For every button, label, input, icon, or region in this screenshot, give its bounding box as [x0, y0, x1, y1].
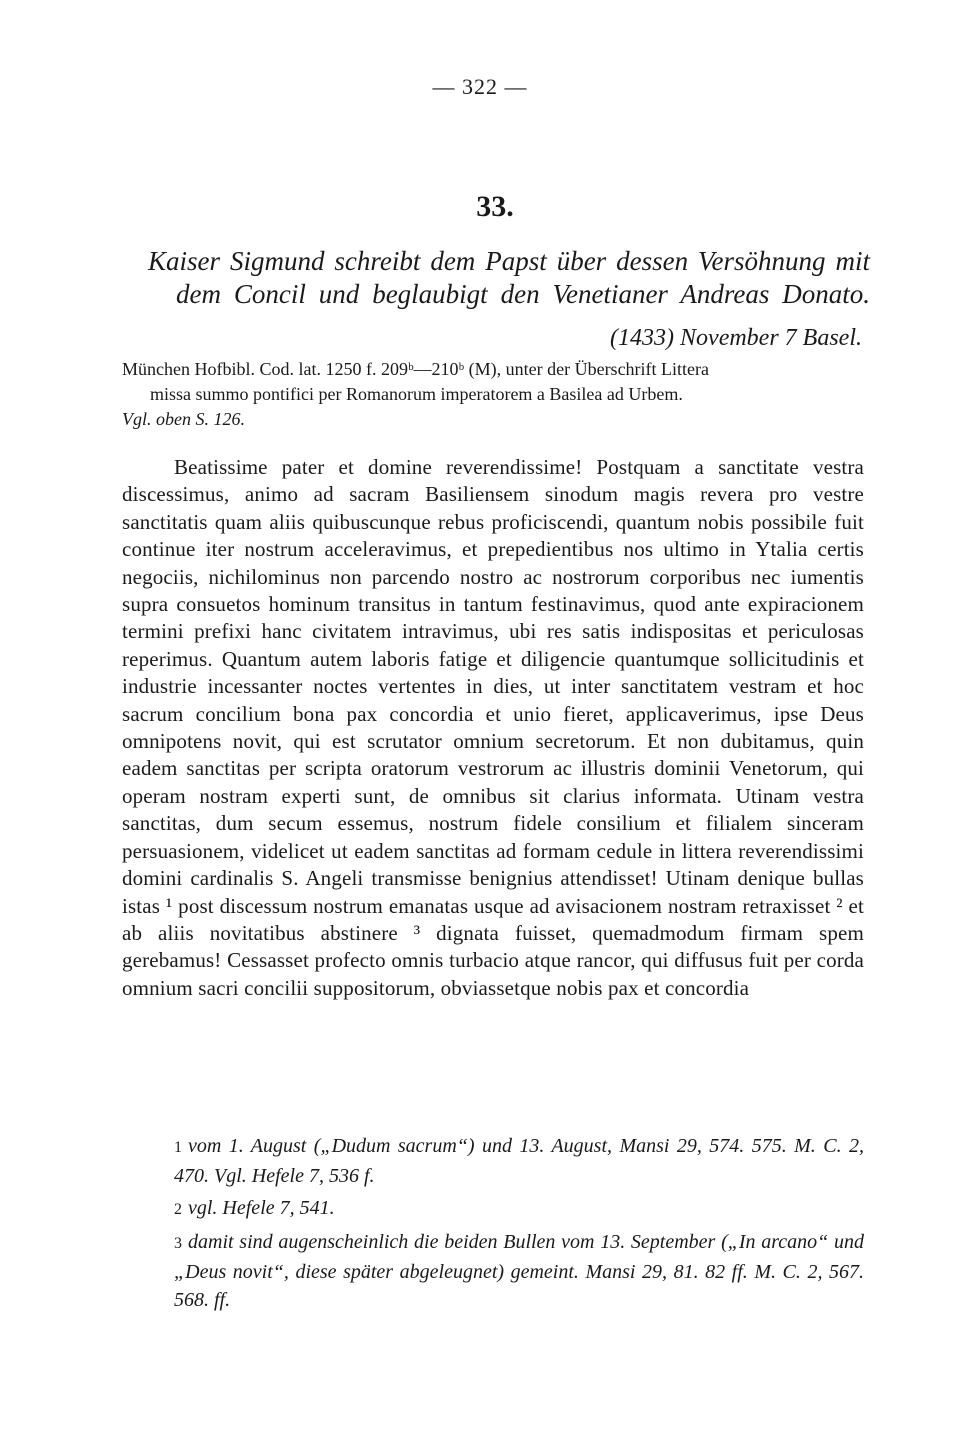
source-line-1: München Hofbibl. Cod. lat. 1250 f. 209ᵇ—210ᵇ (M), unter der Überschrift Littera — [122, 359, 710, 379]
footnote-text: vgl. Hefele 7, 541. — [188, 1197, 335, 1219]
source-line-3: Vgl. oben S. 126. — [122, 409, 245, 429]
footnote-3 — [122, 1228, 864, 1314]
footnote-text: damit sind augenscheinlich die beiden Bullen vom 13. September („In arcano“ und „Deus novit“, diese später abgeleugnet) gemeint. Mansi 29, 81. 82 ff. M. C. 2, 567. 568. ff. — [174, 1231, 864, 1311]
letter-body — [122, 454, 864, 1002]
footnotes — [122, 1132, 864, 1318]
footnote-text: vom 1. August („Dudum sacrum“) und 13. August, Mansi 29, 574. 575. M. C. 2, 470. Vgl. Hefele 7, 536 f. — [174, 1135, 864, 1187]
footnote-number: 3 — [174, 1235, 182, 1252]
page-number: — 322 — — [432, 74, 528, 99]
document-number: 33. — [476, 190, 514, 223]
footnote-number: 2 — [174, 1201, 182, 1218]
footnote-1 — [122, 1132, 864, 1190]
footnote-number: 1 — [174, 1139, 182, 1156]
source-note — [122, 357, 862, 432]
document-headline — [148, 245, 870, 311]
body-paragraph: Beatissime pater et domine reverendissime! Postquam a sanctitate vestra discessimus, animo ad sacram Basiliensem sinodum magis revera pro vestre sanctitatis quam aliis quibuscunque rebus proficiscendi, quantum nobis possibile fuit continue iter nostrum acceleravimus, et prepedientibus nos ultimo in Ytalia certis negociis, nichilominus non parcendo nostro ac nostrorum corporibus nec iumentis supra consuetos hominum transitus in tantum festinavimus, quod ante expiracionem termini prefixi hanc civitatem intravimus, ubi res satis indispositas et periculosas reperimus. Quantum autem laboris fatige et diligencie quantumque sollicitudinis et industrie incessanter noctes vertentes in dies, ut inter sanctitatem vestram et hoc sacrum concilium bona pax concordia et unio fieret, applicaverimus, ipse Deus omnipotens novit, qui est scrutator omnium secretorum. Et non dubitamus, quin eadem sanctitas per scripta oratorum vestrorum ac illustris dominii Venetorum, qui operam nostram experti sunt, de omnibus sit clarius informata. Utinam vestra sanctitas, dum secum essemus, nostrum fidele consilium et filialem sinceram persuasionem, videlicet ut eadem sanctitas ad formam cedule in littera reverendissimi domini cardinalis S. Angeli transmisse benignius attendisset! Utinam denique bullas istas ¹ post discessum nostrum emanatas usque ad avisacionem nostram retraxisset ² et ab aliis novitatibus abstinere ³ dignata fuisset, quemadmodum firmam spem gerebamus! Cessasset profecto omnis turbacio atque rancor, qui diffusus fuit per corda omnium sacri concilii suppositorum, obviassetque nobis pax et concordia — [122, 455, 864, 1000]
headline-line-2: dem Concil und beglaubigt den Venetianer Andreas Donato. — [176, 279, 870, 309]
document-date: (1433) November 7 Basel. — [610, 325, 862, 351]
source-line-2: missa summo pontifici per Romanorum imperatorem a Basilea ad Urbem. — [150, 384, 683, 404]
footnote-2 — [122, 1194, 864, 1224]
headline-line-1: Kaiser Sigmund schreibt dem Papst über dessen Versöhnung mit — [148, 246, 870, 276]
